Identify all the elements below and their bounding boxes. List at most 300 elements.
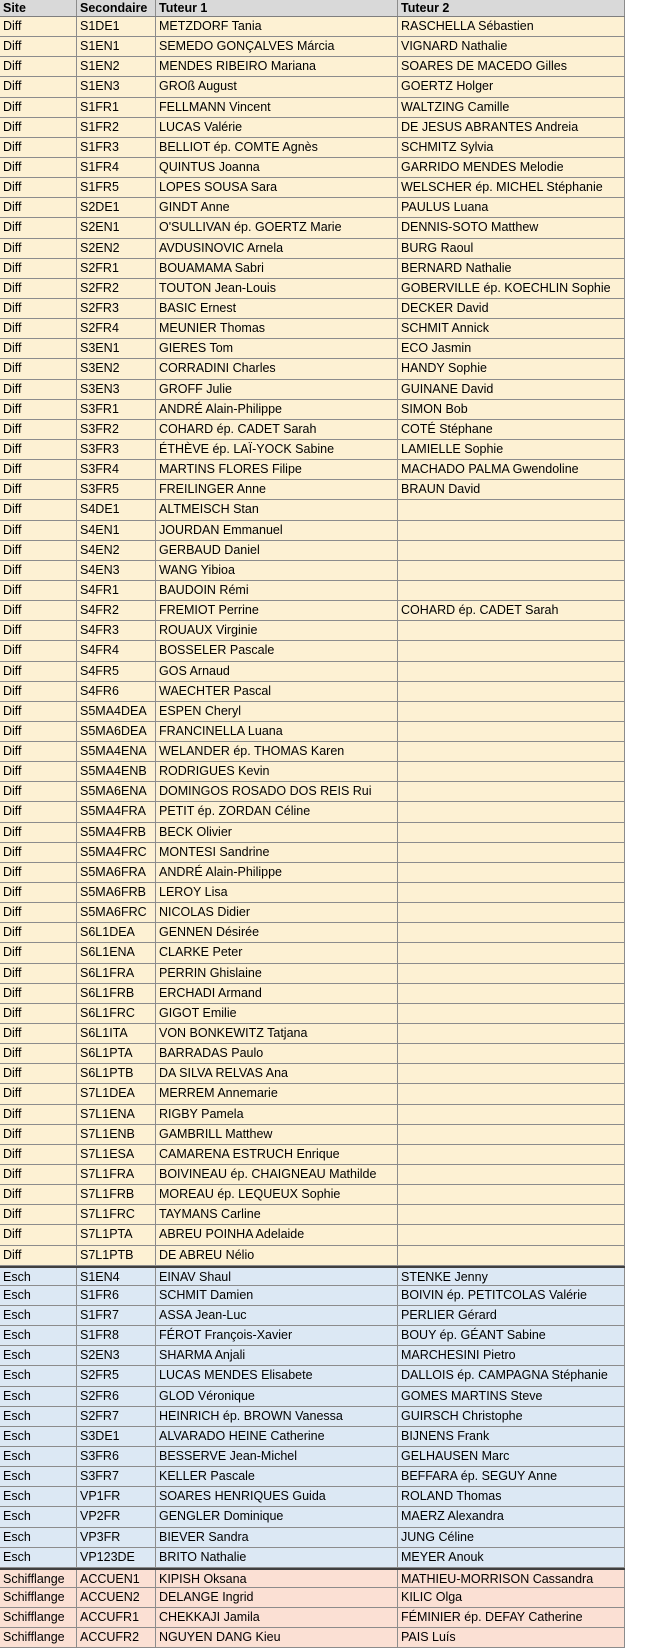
cell-tuteur-1[interactable]: BOIVINEAU ép. CHAIGNEAU Mathilde — [156, 1165, 398, 1184]
cell-secondaire[interactable]: S6L1FRB — [77, 984, 156, 1003]
cell-tuteur-2[interactable] — [398, 662, 625, 681]
cell-secondaire[interactable]: S5MA4FRA — [77, 802, 156, 821]
cell-site[interactable]: Diff — [0, 1246, 77, 1265]
cell-site[interactable]: Esch — [0, 1326, 77, 1345]
cell-tuteur-2[interactable]: VIGNARD Nathalie — [398, 37, 625, 56]
cell-secondaire[interactable]: S5MA4DEA — [77, 702, 156, 721]
cell-secondaire[interactable]: S1FR4 — [77, 158, 156, 177]
cell-site[interactable]: Diff — [0, 138, 77, 157]
cell-tuteur-1[interactable]: GOS Arnaud — [156, 662, 398, 681]
cell-secondaire[interactable]: ACCUFR2 — [77, 1628, 156, 1647]
cell-tuteur-1[interactable]: GIGOT Emilie — [156, 1004, 398, 1023]
cell-tuteur-1[interactable]: SHARMA Anjali — [156, 1346, 398, 1365]
cell-tuteur-2[interactable] — [398, 1125, 625, 1144]
cell-tuteur-1[interactable]: CLARKE Peter — [156, 943, 398, 962]
cell-tuteur-1[interactable]: DA SILVA RELVAS Ana — [156, 1064, 398, 1083]
cell-tuteur-1[interactable]: COHARD ép. CADET Sarah — [156, 420, 398, 439]
cell-secondaire[interactable]: S1FR5 — [77, 178, 156, 197]
cell-tuteur-2[interactable]: GUIRSCH Christophe — [398, 1407, 625, 1426]
cell-site[interactable]: Esch — [0, 1268, 77, 1285]
cell-tuteur-2[interactable] — [398, 702, 625, 721]
cell-tuteur-1[interactable]: BECK Olivier — [156, 823, 398, 842]
cell-tuteur-1[interactable]: BESSERVE Jean-Michel — [156, 1447, 398, 1466]
cell-tuteur-2[interactable] — [398, 1246, 625, 1265]
cell-site[interactable]: Diff — [0, 782, 77, 801]
cell-secondaire[interactable]: ACCUEN2 — [77, 1588, 156, 1607]
cell-site[interactable]: Esch — [0, 1447, 77, 1466]
cell-tuteur-1[interactable]: PERRIN Ghislaine — [156, 964, 398, 983]
cell-site[interactable]: Diff — [0, 823, 77, 842]
cell-tuteur-2[interactable]: SCHMIT Annick — [398, 319, 625, 338]
cell-site[interactable]: Esch — [0, 1528, 77, 1547]
cell-secondaire[interactable]: S2EN3 — [77, 1346, 156, 1365]
cell-site[interactable]: Diff — [0, 682, 77, 701]
cell-tuteur-1[interactable]: WELANDER ép. THOMAS Karen — [156, 742, 398, 761]
cell-tuteur-2[interactable]: PAULUS Luana — [398, 198, 625, 217]
cell-site[interactable]: Esch — [0, 1487, 77, 1506]
cell-tuteur-1[interactable]: KELLER Pascale — [156, 1467, 398, 1486]
cell-tuteur-1[interactable]: GLOD Véronique — [156, 1387, 398, 1406]
cell-tuteur-2[interactable] — [398, 1185, 625, 1204]
cell-tuteur-2[interactable] — [398, 1044, 625, 1063]
cell-site[interactable]: Diff — [0, 903, 77, 922]
cell-tuteur-1[interactable]: DE ABREU Nélio — [156, 1246, 398, 1265]
cell-site[interactable]: Diff — [0, 1185, 77, 1204]
cell-tuteur-2[interactable]: PERLIER Gérard — [398, 1306, 625, 1325]
cell-tuteur-1[interactable]: FREMIOT Perrine — [156, 601, 398, 620]
cell-site[interactable]: Diff — [0, 57, 77, 76]
cell-secondaire[interactable]: S4EN2 — [77, 541, 156, 560]
cell-tuteur-1[interactable]: AVDUSINOVIC Arnela — [156, 239, 398, 258]
cell-tuteur-2[interactable]: BERNARD Nathalie — [398, 259, 625, 278]
cell-tuteur-2[interactable]: FÉMINIER ép. DEFAY Catherine — [398, 1608, 625, 1627]
cell-secondaire[interactable]: S1FR2 — [77, 118, 156, 137]
cell-tuteur-1[interactable]: QUINTUS Joanna — [156, 158, 398, 177]
cell-secondaire[interactable]: S3FR4 — [77, 460, 156, 479]
cell-site[interactable]: Diff — [0, 500, 77, 519]
cell-site[interactable]: Diff — [0, 37, 77, 56]
cell-tuteur-1[interactable]: METZDORF Tania — [156, 17, 398, 36]
cell-tuteur-2[interactable]: COHARD ép. CADET Sarah — [398, 601, 625, 620]
cell-secondaire[interactable]: S6L1PTB — [77, 1064, 156, 1083]
cell-site[interactable]: Diff — [0, 541, 77, 560]
cell-site[interactable]: Esch — [0, 1387, 77, 1406]
cell-tuteur-1[interactable]: ROUAUX Virginie — [156, 621, 398, 640]
cell-site[interactable]: Diff — [0, 802, 77, 821]
cell-tuteur-1[interactable]: GENNEN Désirée — [156, 923, 398, 942]
cell-tuteur-1[interactable]: ALTMEISCH Stan — [156, 500, 398, 519]
cell-tuteur-2[interactable] — [398, 581, 625, 600]
cell-tuteur-2[interactable]: PAIS Luís — [398, 1628, 625, 1647]
cell-secondaire[interactable]: S3EN2 — [77, 359, 156, 378]
cell-tuteur-2[interactable]: DE JESUS ABRANTES Andreia — [398, 118, 625, 137]
cell-tuteur-1[interactable]: SEMEDO GONÇALVES Márcia — [156, 37, 398, 56]
cell-tuteur-1[interactable]: MONTESI Sandrine — [156, 843, 398, 862]
cell-tuteur-1[interactable]: CAMARENA ESTRUCH Enrique — [156, 1145, 398, 1164]
cell-site[interactable]: Diff — [0, 198, 77, 217]
cell-tuteur-2[interactable]: BRAUN David — [398, 480, 625, 499]
cell-tuteur-1[interactable]: BASIC Ernest — [156, 299, 398, 318]
cell-tuteur-2[interactable] — [398, 1145, 625, 1164]
cell-tuteur-1[interactable]: ALVARADO HEINE Catherine — [156, 1427, 398, 1446]
cell-tuteur-2[interactable]: MATHIEU-MORRISON Cassandra — [398, 1570, 625, 1587]
cell-tuteur-1[interactable]: EINAV Shaul — [156, 1268, 398, 1285]
cell-secondaire[interactable]: S1EN2 — [77, 57, 156, 76]
cell-secondaire[interactable]: S5MA4ENB — [77, 762, 156, 781]
cell-tuteur-1[interactable]: GENGLER Dominique — [156, 1507, 398, 1526]
cell-site[interactable]: Diff — [0, 1044, 77, 1063]
cell-tuteur-2[interactable] — [398, 964, 625, 983]
cell-site[interactable]: Diff — [0, 601, 77, 620]
cell-secondaire[interactable]: S5MA6DEA — [77, 722, 156, 741]
cell-secondaire[interactable]: S6L1ITA — [77, 1024, 156, 1043]
cell-tuteur-1[interactable]: O'SULLIVAN ép. GOERTZ Marie — [156, 218, 398, 237]
cell-secondaire[interactable]: S2FR2 — [77, 279, 156, 298]
cell-site[interactable]: Diff — [0, 1125, 77, 1144]
cell-tuteur-2[interactable]: MAERZ Alexandra — [398, 1507, 625, 1526]
cell-tuteur-1[interactable]: SOARES HENRIQUES Guida — [156, 1487, 398, 1506]
cell-site[interactable]: Schifflange — [0, 1628, 77, 1647]
cell-secondaire[interactable]: S3FR6 — [77, 1447, 156, 1466]
cell-secondaire[interactable]: ACCUFR1 — [77, 1608, 156, 1627]
cell-tuteur-1[interactable]: KIPISH Oksana — [156, 1570, 398, 1587]
cell-secondaire[interactable]: S5MA6ENA — [77, 782, 156, 801]
cell-secondaire[interactable]: S7L1ENA — [77, 1105, 156, 1124]
cell-tuteur-2[interactable] — [398, 742, 625, 761]
cell-site[interactable]: Esch — [0, 1346, 77, 1365]
cell-tuteur-1[interactable]: FÉROT François-Xavier — [156, 1326, 398, 1345]
cell-secondaire[interactable]: S7L1DEA — [77, 1084, 156, 1103]
cell-tuteur-1[interactable]: DELANGE Ingrid — [156, 1588, 398, 1607]
cell-secondaire[interactable]: S7L1ENB — [77, 1125, 156, 1144]
header-tuteur-1[interactable]: Tuteur 1 — [156, 0, 398, 16]
cell-site[interactable]: Diff — [0, 1225, 77, 1244]
cell-secondaire[interactable]: ACCUEN1 — [77, 1570, 156, 1587]
cell-tuteur-2[interactable]: SIMON Bob — [398, 400, 625, 419]
cell-tuteur-2[interactable]: STENKE Jenny — [398, 1268, 625, 1285]
cell-site[interactable]: Diff — [0, 1084, 77, 1103]
header-secondaire[interactable]: Secondaire — [77, 0, 156, 16]
cell-site[interactable]: Diff — [0, 662, 77, 681]
cell-tuteur-2[interactable]: MARCHESINI Pietro — [398, 1346, 625, 1365]
cell-tuteur-1[interactable]: GROß August — [156, 77, 398, 96]
cell-tuteur-2[interactable] — [398, 1205, 625, 1224]
cell-secondaire[interactable]: VP123DE — [77, 1548, 156, 1567]
cell-tuteur-1[interactable]: ABREU POINHA Adelaide — [156, 1225, 398, 1244]
cell-tuteur-2[interactable]: GUINANE David — [398, 380, 625, 399]
cell-secondaire[interactable]: S2FR7 — [77, 1407, 156, 1426]
cell-secondaire[interactable]: S3FR7 — [77, 1467, 156, 1486]
cell-tuteur-2[interactable]: BURG Raoul — [398, 239, 625, 258]
cell-site[interactable]: Diff — [0, 984, 77, 1003]
cell-tuteur-2[interactable]: ROLAND Thomas — [398, 1487, 625, 1506]
cell-tuteur-1[interactable]: WAECHTER Pascal — [156, 682, 398, 701]
cell-tuteur-2[interactable] — [398, 782, 625, 801]
cell-secondaire[interactable]: S5MA4FRC — [77, 843, 156, 862]
header-tuteur-2[interactable]: Tuteur 2 — [398, 0, 625, 16]
cell-site[interactable]: Diff — [0, 883, 77, 902]
cell-tuteur-1[interactable]: GIERES Tom — [156, 339, 398, 358]
cell-tuteur-2[interactable]: LAMIELLE Sophie — [398, 440, 625, 459]
cell-tuteur-2[interactable]: HANDY Sophie — [398, 359, 625, 378]
cell-tuteur-1[interactable]: MOREAU ép. LEQUEUX Sophie — [156, 1185, 398, 1204]
cell-site[interactable]: Esch — [0, 1427, 77, 1446]
cell-tuteur-2[interactable]: BOUY ép. GÉANT Sabine — [398, 1326, 625, 1345]
cell-tuteur-2[interactable] — [398, 883, 625, 902]
cell-site[interactable]: Diff — [0, 702, 77, 721]
cell-site[interactable]: Diff — [0, 319, 77, 338]
cell-site[interactable]: Diff — [0, 621, 77, 640]
cell-secondaire[interactable]: S7L1FRB — [77, 1185, 156, 1204]
cell-tuteur-2[interactable]: DALLOIS ép. CAMPAGNA Stéphanie — [398, 1366, 625, 1385]
cell-site[interactable]: Diff — [0, 359, 77, 378]
cell-tuteur-2[interactable] — [398, 1225, 625, 1244]
cell-secondaire[interactable]: S3FR1 — [77, 400, 156, 419]
cell-secondaire[interactable]: S2EN2 — [77, 239, 156, 258]
cell-secondaire[interactable]: S1EN4 — [77, 1268, 156, 1285]
cell-secondaire[interactable]: S7L1FRA — [77, 1165, 156, 1184]
cell-tuteur-2[interactable]: WALTZING Camille — [398, 98, 625, 117]
cell-site[interactable]: Diff — [0, 380, 77, 399]
cell-site[interactable]: Diff — [0, 1004, 77, 1023]
cell-secondaire[interactable]: S1FR8 — [77, 1326, 156, 1345]
cell-tuteur-1[interactable]: LOPES SOUSA Sara — [156, 178, 398, 197]
cell-site[interactable]: Esch — [0, 1467, 77, 1486]
cell-secondaire[interactable]: S6L1DEA — [77, 923, 156, 942]
cell-tuteur-1[interactable]: BARRADAS Paulo — [156, 1044, 398, 1063]
cell-secondaire[interactable]: S7L1PTA — [77, 1225, 156, 1244]
cell-tuteur-2[interactable]: BOIVIN ép. PETITCOLAS Valérie — [398, 1286, 625, 1305]
cell-tuteur-2[interactable]: ECO Jasmin — [398, 339, 625, 358]
cell-site[interactable]: Diff — [0, 158, 77, 177]
cell-tuteur-2[interactable] — [398, 1004, 625, 1023]
cell-tuteur-2[interactable] — [398, 984, 625, 1003]
cell-site[interactable]: Diff — [0, 581, 77, 600]
cell-tuteur-2[interactable]: MACHADO PALMA Gwendoline — [398, 460, 625, 479]
cell-site[interactable]: Diff — [0, 440, 77, 459]
cell-site[interactable]: Esch — [0, 1507, 77, 1526]
cell-tuteur-2[interactable]: SOARES DE MACEDO Gilles — [398, 57, 625, 76]
cell-site[interactable]: Esch — [0, 1407, 77, 1426]
cell-site[interactable]: Diff — [0, 1165, 77, 1184]
cell-secondaire[interactable]: S5MA6FRB — [77, 883, 156, 902]
cell-tuteur-2[interactable]: SCHMITZ Sylvia — [398, 138, 625, 157]
cell-tuteur-1[interactable]: FREILINGER Anne — [156, 480, 398, 499]
cell-tuteur-1[interactable]: GROFF Julie — [156, 380, 398, 399]
cell-site[interactable]: Diff — [0, 742, 77, 761]
cell-site[interactable]: Diff — [0, 77, 77, 96]
cell-tuteur-2[interactable]: KILIC Olga — [398, 1588, 625, 1607]
cell-secondaire[interactable]: S4FR6 — [77, 682, 156, 701]
cell-tuteur-2[interactable] — [398, 863, 625, 882]
cell-secondaire[interactable]: S5MA4FRB — [77, 823, 156, 842]
cell-tuteur-2[interactable] — [398, 641, 625, 660]
cell-tuteur-2[interactable]: GELHAUSEN Marc — [398, 1447, 625, 1466]
cell-secondaire[interactable]: S3DE1 — [77, 1427, 156, 1446]
cell-site[interactable]: Diff — [0, 762, 77, 781]
cell-site[interactable]: Schifflange — [0, 1570, 77, 1587]
cell-secondaire[interactable]: S1FR3 — [77, 138, 156, 157]
cell-tuteur-2[interactable] — [398, 843, 625, 862]
cell-tuteur-1[interactable]: LUCAS MENDES Elisabete — [156, 1366, 398, 1385]
cell-tuteur-1[interactable]: BIEVER Sandra — [156, 1528, 398, 1547]
cell-tuteur-1[interactable]: GERBAUD Daniel — [156, 541, 398, 560]
cell-secondaire[interactable]: S1DE1 — [77, 17, 156, 36]
cell-secondaire[interactable]: S4EN1 — [77, 521, 156, 540]
cell-site[interactable]: Diff — [0, 239, 77, 258]
cell-tuteur-2[interactable]: GARRIDO MENDES Melodie — [398, 158, 625, 177]
cell-tuteur-1[interactable]: NICOLAS Didier — [156, 903, 398, 922]
cell-secondaire[interactable]: S6L1FRA — [77, 964, 156, 983]
cell-tuteur-2[interactable] — [398, 561, 625, 580]
cell-secondaire[interactable]: S4FR5 — [77, 662, 156, 681]
cell-secondaire[interactable]: S7L1ESA — [77, 1145, 156, 1164]
cell-tuteur-2[interactable] — [398, 621, 625, 640]
cell-tuteur-2[interactable] — [398, 802, 625, 821]
cell-secondaire[interactable]: S4FR2 — [77, 601, 156, 620]
cell-tuteur-1[interactable]: ERCHADI Armand — [156, 984, 398, 1003]
cell-secondaire[interactable]: S6L1PTA — [77, 1044, 156, 1063]
cell-secondaire[interactable]: VP3FR — [77, 1528, 156, 1547]
cell-secondaire[interactable]: S6L1FRC — [77, 1004, 156, 1023]
cell-tuteur-1[interactable]: LEROY Lisa — [156, 883, 398, 902]
cell-secondaire[interactable]: S2FR4 — [77, 319, 156, 338]
cell-site[interactable]: Diff — [0, 561, 77, 580]
cell-tuteur-1[interactable]: ESPEN Cheryl — [156, 702, 398, 721]
cell-site[interactable]: Diff — [0, 279, 77, 298]
cell-tuteur-1[interactable]: DOMINGOS ROSADO DOS REIS Rui — [156, 782, 398, 801]
cell-secondaire[interactable]: S7L1PTB — [77, 1246, 156, 1265]
cell-secondaire[interactable]: S5MA6FRC — [77, 903, 156, 922]
cell-tuteur-2[interactable] — [398, 903, 625, 922]
cell-tuteur-2[interactable] — [398, 682, 625, 701]
cell-secondaire[interactable]: S4FR4 — [77, 641, 156, 660]
cell-tuteur-2[interactable] — [398, 722, 625, 741]
cell-tuteur-2[interactable]: GOBERVILLE ép. KOECHLIN Sophie — [398, 279, 625, 298]
cell-tuteur-2[interactable] — [398, 943, 625, 962]
cell-secondaire[interactable]: S4FR1 — [77, 581, 156, 600]
cell-tuteur-1[interactable]: SCHMIT Damien — [156, 1286, 398, 1305]
cell-site[interactable]: Diff — [0, 1145, 77, 1164]
cell-site[interactable]: Diff — [0, 843, 77, 862]
cell-secondaire[interactable]: VP1FR — [77, 1487, 156, 1506]
cell-tuteur-1[interactable]: HEINRICH ép. BROWN Vanessa — [156, 1407, 398, 1426]
cell-site[interactable]: Diff — [0, 1024, 77, 1043]
cell-secondaire[interactable]: S7L1FRC — [77, 1205, 156, 1224]
cell-secondaire[interactable]: S4DE1 — [77, 500, 156, 519]
cell-tuteur-1[interactable]: JOURDAN Emmanuel — [156, 521, 398, 540]
cell-tuteur-2[interactable]: BIJNENS Frank — [398, 1427, 625, 1446]
cell-tuteur-2[interactable] — [398, 823, 625, 842]
cell-tuteur-2[interactable] — [398, 500, 625, 519]
cell-site[interactable]: Diff — [0, 118, 77, 137]
cell-tuteur-1[interactable]: MEUNIER Thomas — [156, 319, 398, 338]
header-site[interactable]: Site — [0, 0, 77, 16]
cell-secondaire[interactable]: S3FR3 — [77, 440, 156, 459]
cell-tuteur-1[interactable]: FRANCINELLA Luana — [156, 722, 398, 741]
cell-site[interactable]: Diff — [0, 420, 77, 439]
cell-tuteur-2[interactable]: BEFFARA ép. SEGUY Anne — [398, 1467, 625, 1486]
cell-tuteur-1[interactable]: FELLMANN Vincent — [156, 98, 398, 117]
cell-site[interactable]: Diff — [0, 641, 77, 660]
cell-tuteur-2[interactable] — [398, 923, 625, 942]
cell-tuteur-1[interactable]: TAYMANS Carline — [156, 1205, 398, 1224]
cell-tuteur-1[interactable]: MARTINS FLORES Filipe — [156, 460, 398, 479]
cell-tuteur-1[interactable]: WANG Yibioa — [156, 561, 398, 580]
cell-tuteur-1[interactable]: MENDES RIBEIRO Mariana — [156, 57, 398, 76]
cell-tuteur-2[interactable]: COTÉ Stéphane — [398, 420, 625, 439]
cell-secondaire[interactable]: S3EN1 — [77, 339, 156, 358]
cell-tuteur-1[interactable]: CORRADINI Charles — [156, 359, 398, 378]
cell-site[interactable]: Diff — [0, 521, 77, 540]
cell-site[interactable]: Diff — [0, 339, 77, 358]
cell-site[interactable]: Diff — [0, 259, 77, 278]
cell-tuteur-1[interactable]: VON BONKEWITZ Tatjana — [156, 1024, 398, 1043]
cell-tuteur-1[interactable]: ANDRÉ Alain-Philippe — [156, 400, 398, 419]
cell-tuteur-2[interactable]: GOERTZ Holger — [398, 77, 625, 96]
cell-site[interactable]: Esch — [0, 1286, 77, 1305]
cell-secondaire[interactable]: S2FR3 — [77, 299, 156, 318]
cell-secondaire[interactable]: S1FR7 — [77, 1306, 156, 1325]
cell-secondaire[interactable]: VP2FR — [77, 1507, 156, 1526]
cell-tuteur-2[interactable]: DECKER David — [398, 299, 625, 318]
cell-site[interactable]: Schifflange — [0, 1608, 77, 1627]
cell-site[interactable]: Diff — [0, 17, 77, 36]
cell-tuteur-2[interactable] — [398, 541, 625, 560]
cell-tuteur-1[interactable]: ÉTHÈVE ép. LAÏ-YOCK Sabine — [156, 440, 398, 459]
cell-tuteur-1[interactable]: RIGBY Pamela — [156, 1105, 398, 1124]
cell-tuteur-1[interactable]: BAUDOIN Rémi — [156, 581, 398, 600]
cell-tuteur-2[interactable]: DENNIS-SOTO Matthew — [398, 218, 625, 237]
cell-secondaire[interactable]: S3FR2 — [77, 420, 156, 439]
cell-tuteur-1[interactable]: ANDRÉ Alain-Philippe — [156, 863, 398, 882]
cell-secondaire[interactable]: S2FR1 — [77, 259, 156, 278]
cell-secondaire[interactable]: S1FR1 — [77, 98, 156, 117]
cell-tuteur-1[interactable]: BRITO Nathalie — [156, 1548, 398, 1567]
cell-site[interactable]: Diff — [0, 299, 77, 318]
cell-site[interactable]: Diff — [0, 480, 77, 499]
cell-tuteur-1[interactable]: ASSA Jean-Luc — [156, 1306, 398, 1325]
cell-secondaire[interactable]: S1EN3 — [77, 77, 156, 96]
cell-tuteur-2[interactable] — [398, 1084, 625, 1103]
cell-tuteur-1[interactable]: BELLIOT ép. COMTE Agnès — [156, 138, 398, 157]
cell-tuteur-1[interactable]: NGUYEN DANG Kieu — [156, 1628, 398, 1647]
cell-tuteur-2[interactable]: GOMES MARTINS Steve — [398, 1387, 625, 1406]
cell-site[interactable]: Diff — [0, 178, 77, 197]
cell-tuteur-1[interactable]: GINDT Anne — [156, 198, 398, 217]
cell-tuteur-1[interactable]: CHEKKAJI Jamila — [156, 1608, 398, 1627]
cell-site[interactable]: Diff — [0, 923, 77, 942]
cell-tuteur-2[interactable]: WELSCHER ép. MICHEL Stéphanie — [398, 178, 625, 197]
cell-site[interactable]: Diff — [0, 943, 77, 962]
cell-tuteur-1[interactable]: BOSSELER Pascale — [156, 641, 398, 660]
cell-tuteur-2[interactable]: RASCHELLA Sébastien — [398, 17, 625, 36]
cell-site[interactable]: Esch — [0, 1548, 77, 1567]
cell-tuteur-1[interactable]: MERREM Annemarie — [156, 1084, 398, 1103]
cell-tuteur-2[interactable] — [398, 1105, 625, 1124]
cell-secondaire[interactable]: S6L1ENA — [77, 943, 156, 962]
cell-secondaire[interactable]: S5MA4ENA — [77, 742, 156, 761]
cell-secondaire[interactable]: S3FR5 — [77, 480, 156, 499]
cell-tuteur-1[interactable]: BOUAMAMA Sabri — [156, 259, 398, 278]
cell-secondaire[interactable]: S3EN3 — [77, 380, 156, 399]
cell-secondaire[interactable]: S2FR5 — [77, 1366, 156, 1385]
cell-tuteur-1[interactable]: LUCAS Valérie — [156, 118, 398, 137]
cell-site[interactable]: Diff — [0, 722, 77, 741]
cell-site[interactable]: Diff — [0, 1105, 77, 1124]
cell-tuteur-1[interactable]: RODRIGUES Kevin — [156, 762, 398, 781]
cell-secondaire[interactable]: S2FR6 — [77, 1387, 156, 1406]
